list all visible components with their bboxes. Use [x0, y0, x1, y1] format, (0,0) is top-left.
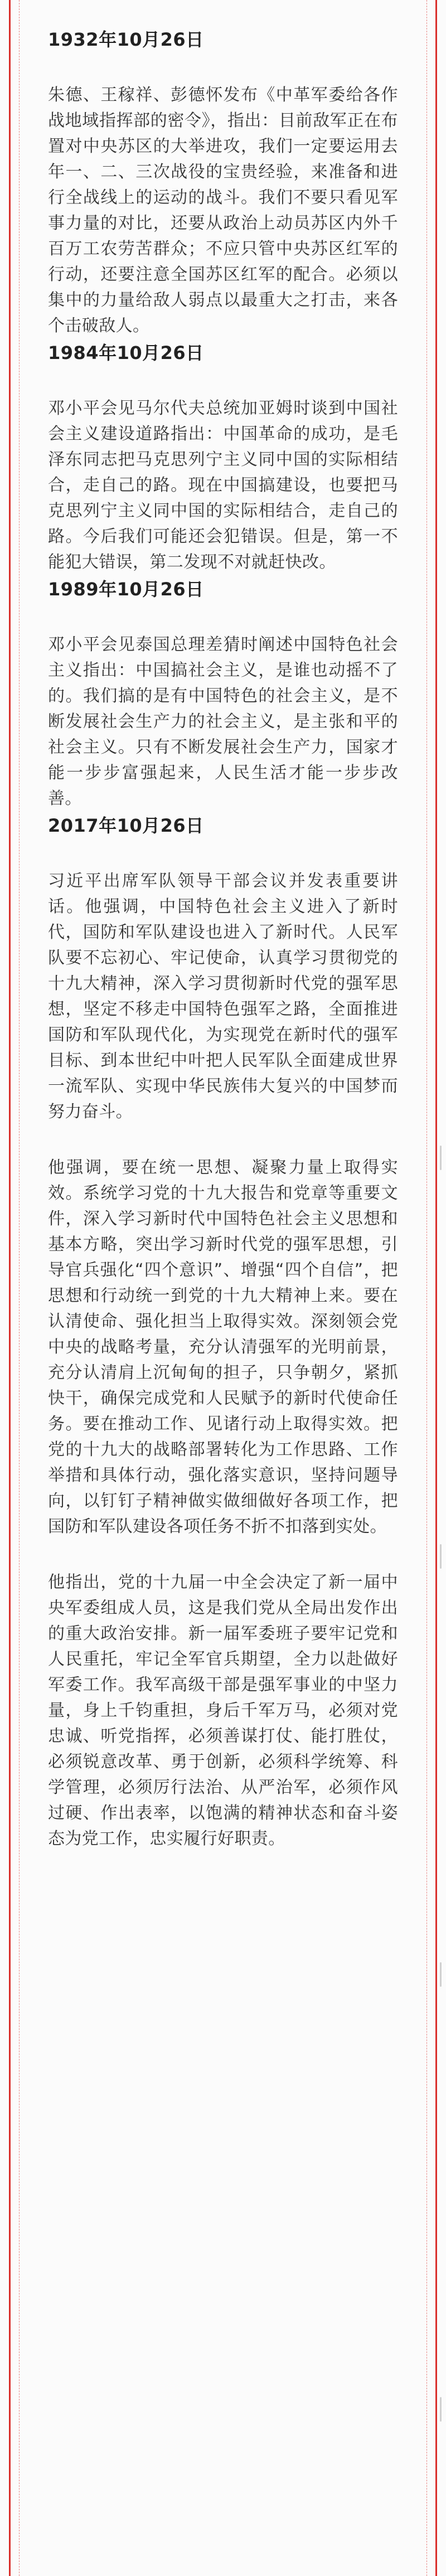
article-content: [48, 28, 398, 2554]
entry-date: 1989年10月26日: [48, 579, 204, 600]
entry-date: 1932年10月26日: [48, 29, 204, 50]
entry-date: 1984年10月26日: [48, 342, 204, 363]
entry-paragraph: 邓小平会见泰国总理差猜时阐述中国特色社会主义指出：中国搞社会主义，是谁也动摇不了的。我们搞的是有中国特色的社会主义，是不断发展社会生产力的社会主义，是主张和平的社会主义。只有不断发展社会生产力，国家才能一步步富强起来，人民生活才能一步步改善。: [48, 635, 398, 808]
history-entry-2017: [48, 814, 398, 1852]
entry-paragraph: 习近平出席军队领导干部会议并发表重要讲话。他强调，中国特色社会主义进入了新时代，国防和军队建设也进入了新时代。人民军队要不忘初心、牢记使命，认真学习贯彻党的十九大精神，深入学习贯彻新时代党的强军思想，坚定不移走中国特色强军之路，全面推进国防和军队现代化，为实现党在新时代的强军目标、到本世纪中叶把人民军队全面建成世界一流军队、实现中华民族伟大复兴的中国梦而努力奋斗。: [48, 871, 398, 1122]
scroll-indicator: [440, 2397, 442, 2422]
scroll-indicator: [440, 1146, 442, 1170]
entry-paragraph: 邓小平会见马尔代夫总统加亚姆时谈到中国社会主义建设道路指出：中国革命的成功，是毛泽东同志把马克思列宁主义同中国的实际相结合，走自己的路。现在中国搞建设，也要把马克思列宁主义同中国的实际相结合，走自己的路。今后我们可能还会犯错误。但是，第一不能犯大错误，第二发现不对就赶快改。: [48, 399, 398, 572]
history-entry-1989: [48, 578, 398, 812]
entry-paragraph: 他指出，党的十九届一中全会决定了新一届中央军委组成人员，这是我们党从全局出发作出的重大政治安排。新一届军委班子要牢记党和人民重托，牢记全军官兵期望，全力以赴做好军委工作。我军高级干部是强军事业的中坚力量，身上千钧重担，身后千军万马，必须对党忠诚、听党指挥，必须善谋打仗、能打胜仗，必须锐意改革、勇于创新，必须科学统筹、科学管理，必须厉行法治、从严治军，必须作风过硬、作出表率，以饱满的精神状态和奋斗姿态为党工作，忠实履行好职责。: [48, 1573, 398, 1849]
entry-paragraph: 朱德、王稼祥、彭德怀发布《中革军委给各作战地域指挥部的密令》，指出：目前敌军正在布置对中央苏区的大举进攻，我们一定要运用去年一、二、三次战役的宝贵经验，来准备和进行全战线上的运动的战斗。我们不要只看见军事力量的对比，还要从政治上动员苏区内外千百万工农劳苦群众；不应只管中央苏区红军的行动，还要注意全国苏区红军的配合。必须以集中的力量给敌人弱点以最重大之打击，来各个击破敌人。: [48, 85, 398, 336]
scroll-indicator: [440, 1962, 442, 1987]
entry-date: 2017年10月26日: [48, 815, 204, 836]
entry-paragraph: 他强调，要在统一思想、凝聚力量上取得实效。系统学习党的十九大报告和党章等重要文件，深入学习新时代中国特色社会主义思想和基本方略，突出学习新时代党的强军思想，引导官兵强化“四个意识”、增强“四个自信”，把思想和行动统一到党的十九大精神上来。要在认清使命、强化担当上取得实效。深刻领会党中央的战略考量，充分认清强军的光明前景，充分认清肩上沉甸甸的担子，只争朝夕，紧抓快干，确保完成党和人民赋予的新时代使命任务。要在推动工作、见诸行动上取得实效。把党的十九大的战略部署转化为工作思路、工作举措和具体行动，强化落实意识，坚持问题导向，以钉钉子精神做实做细做好各项工作，把国防和军队建设各项任务不折不扣落到实处。: [48, 1158, 398, 1536]
history-entry-1932: [48, 28, 398, 339]
history-entry-1984: [48, 341, 398, 575]
scroll-indicator: [440, 1544, 442, 1569]
